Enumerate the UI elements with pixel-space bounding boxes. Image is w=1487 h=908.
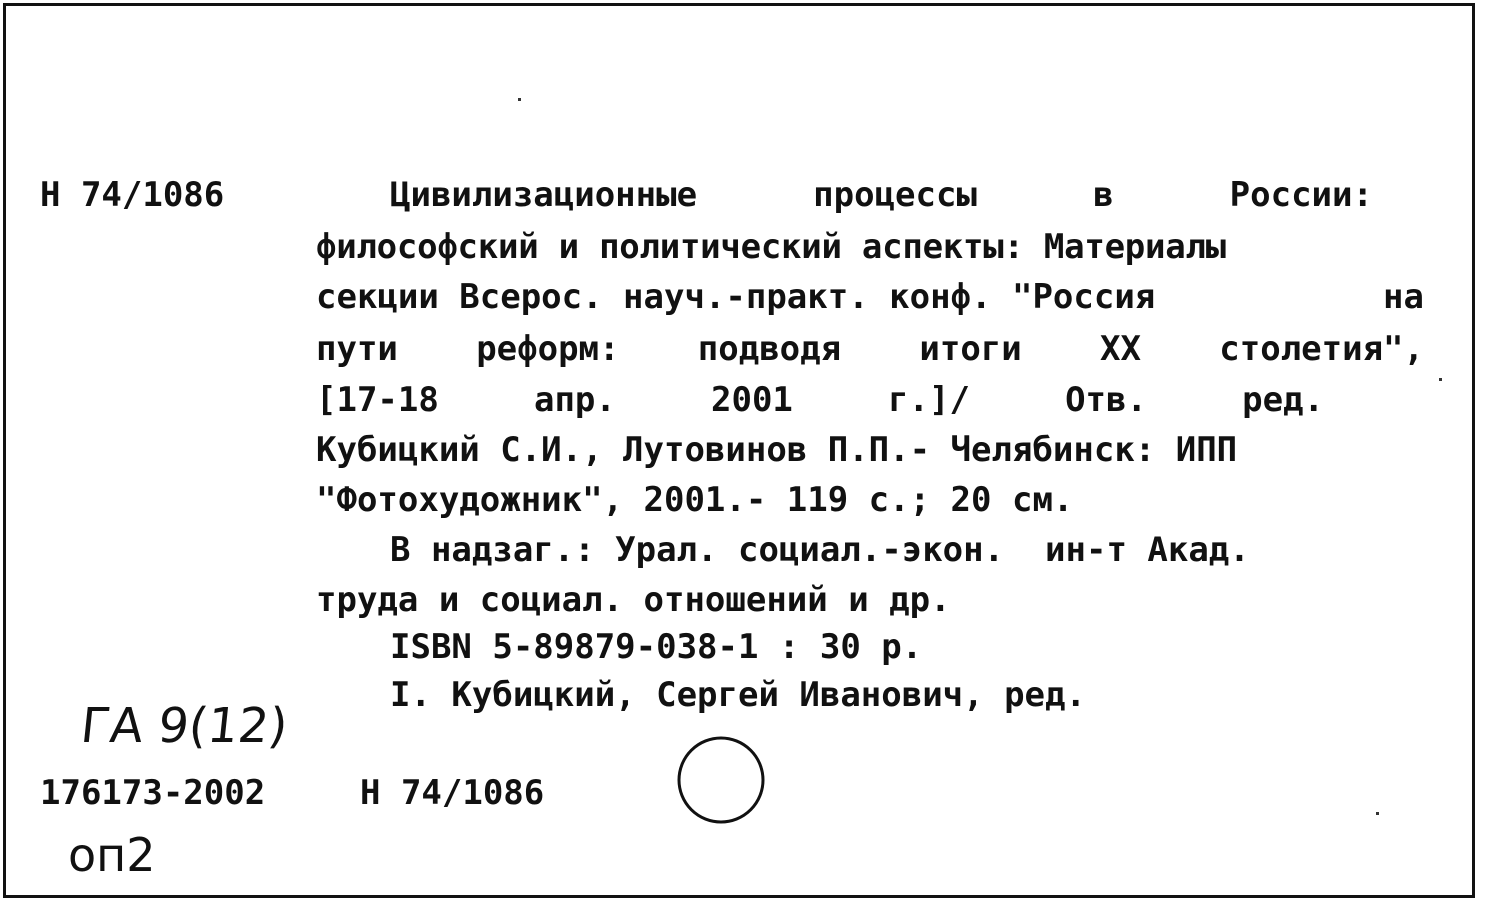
title-line-2: философский и политический аспекты: Материалы xyxy=(316,227,1226,267)
title-line-4: пути реформ: подводя итоги ХХ столетия", xyxy=(316,329,1424,369)
punch-hole-circle xyxy=(674,733,768,827)
call-number: Н 74/1086 xyxy=(40,175,225,215)
title-line-3: секции Всерос. науч.-практ. конф. "Россия на xyxy=(316,277,1424,317)
title-line-5: [17-18 апр. 2001 г.]/ Отв. ред. xyxy=(316,380,1324,420)
note-line-1: В надзаг.: Урал. социал.-экон. ин-т Акад. xyxy=(390,530,1250,570)
speck xyxy=(1439,378,1442,381)
title-line-6: Кубицкий С.И., Лутовинов П.П.- Челябинск: ИПП xyxy=(316,430,1238,470)
note-line-2: труда и социал. отношений и др. xyxy=(316,580,951,620)
speck xyxy=(518,98,521,101)
handwritten-shelf-mark: ГА 9(12) xyxy=(78,698,291,754)
title-line-1: Цивилизационные процессы в России: xyxy=(390,175,1373,215)
call-number-bottom: Н 74/1086 xyxy=(360,773,545,813)
catalog-card xyxy=(3,3,1475,898)
accession-number: 176173-2002 xyxy=(40,773,266,813)
handwritten-copy-mark: оп2 xyxy=(68,828,156,882)
title-line-7: "Фотохудожник", 2001.- 119 с.; 20 см. xyxy=(316,480,1074,520)
speck xyxy=(1376,812,1379,815)
added-entry: I. Кубицкий, Сергей Иванович, ред. xyxy=(390,675,1086,715)
isbn-line: ISBN 5-89879-038-1 : 30 р. xyxy=(390,627,923,667)
